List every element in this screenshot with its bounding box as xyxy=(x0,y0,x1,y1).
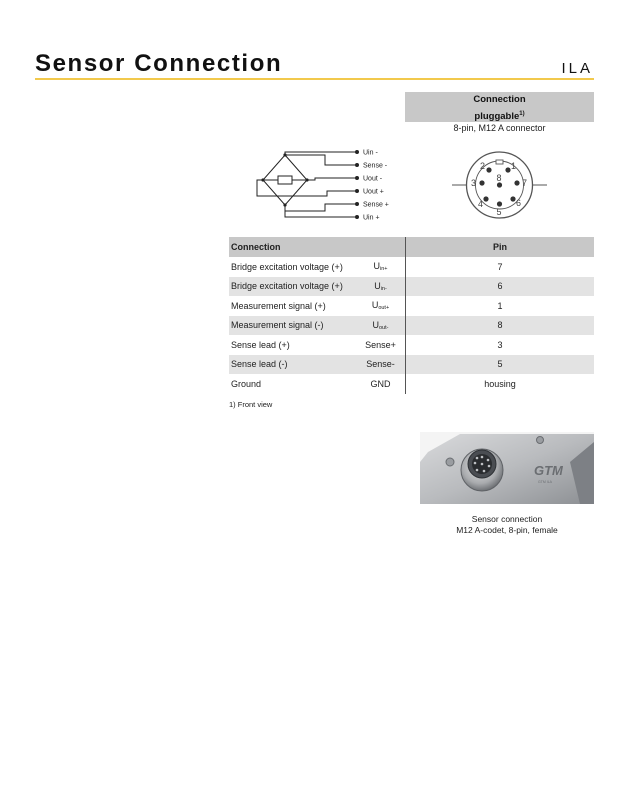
table-row: Sense lead (-) Sense- 5 xyxy=(229,355,594,375)
connection-title: Connection xyxy=(473,94,526,105)
terminal-dot xyxy=(355,189,359,193)
connection-title-2: pluggable xyxy=(474,111,520,123)
pin-label: 6 xyxy=(516,198,522,208)
bridge-resistor xyxy=(278,176,292,184)
wire-label: Sense - xyxy=(363,162,388,170)
terminal-dot xyxy=(355,202,359,206)
table-row: Measurement signal (-) Uout- 8 xyxy=(229,316,594,336)
wire-label: Uin - xyxy=(363,149,378,157)
brand-logo: GTM xyxy=(534,463,563,478)
connection-footnote-ref: 1) xyxy=(519,111,525,117)
wire-label: Uout + xyxy=(363,188,384,196)
pin-label: 8 xyxy=(496,173,502,183)
table-row: Measurement signal (+) Uout+ 1 xyxy=(229,296,594,316)
connection-subtitle: 8-pin, M12 A connector xyxy=(453,123,546,133)
pin-label: 5 xyxy=(496,207,502,217)
pin-label: 2 xyxy=(480,161,486,171)
wire-label: Uout - xyxy=(363,175,383,183)
table-row: Bridge excitation voltage (+) Uin- 6 xyxy=(229,277,594,297)
m12-connector-diagram xyxy=(452,147,547,222)
table-row: Bridge excitation voltage (+) Uin+ 7 xyxy=(229,257,594,277)
terminal-dot xyxy=(355,176,359,180)
product-code: ILA xyxy=(561,60,593,77)
sensor-connector-photo xyxy=(420,432,594,504)
title-underline xyxy=(35,78,594,80)
connection-header xyxy=(405,92,594,122)
pin-label: 1 xyxy=(511,161,517,171)
wiring-diagram xyxy=(255,143,405,228)
pin-label: 3 xyxy=(471,178,477,188)
footnote: 1) Front view xyxy=(229,400,273,409)
terminal-dot xyxy=(355,150,359,154)
header-connection: Connection xyxy=(229,237,356,257)
photo-caption xyxy=(420,514,594,536)
terminal-dot xyxy=(355,163,359,167)
header-pin: Pin xyxy=(406,237,595,257)
caption-line-1: Sensor connection xyxy=(471,514,543,524)
table-row: Sense lead (+) Sense+ 3 xyxy=(229,335,594,355)
caption-line-2: M12 A-codet, 8-pin, female xyxy=(456,525,558,535)
model-label: GTM ILA xyxy=(538,480,553,484)
page-title: Sensor Connection xyxy=(35,50,283,77)
wire-label: Sense + xyxy=(363,201,389,209)
terminal-dot xyxy=(355,215,359,219)
pin-label: 7 xyxy=(522,178,528,188)
wire-label: Uin + xyxy=(363,214,380,222)
pin-label: 4 xyxy=(478,199,484,209)
table-row: Ground GND housing xyxy=(229,374,594,394)
table-header-row xyxy=(229,237,594,257)
pin-assignment-table xyxy=(229,237,594,394)
